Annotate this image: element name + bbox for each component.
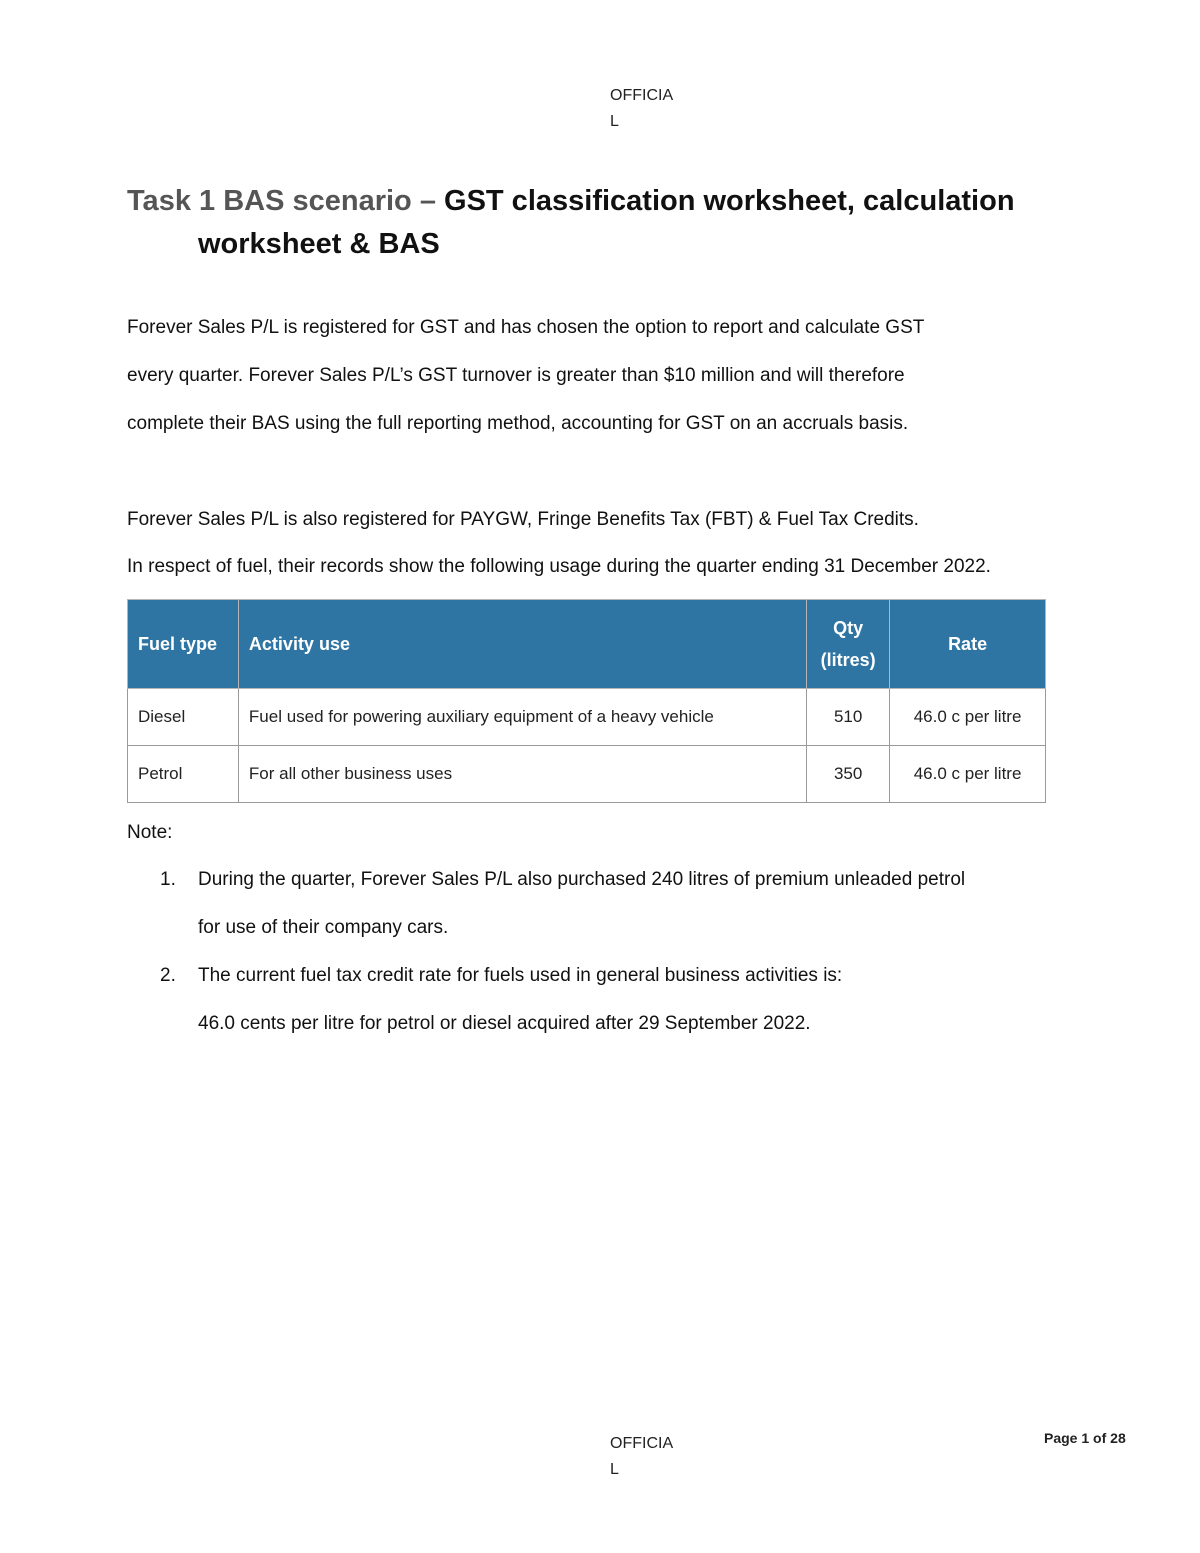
- footer-classification-line1: OFFICIA: [610, 1435, 674, 1452]
- page-total: 28: [1110, 1430, 1126, 1446]
- col-header-qty-line1: Qty: [833, 618, 864, 638]
- header-classification: [610, 83, 690, 135]
- col-header-qty: [807, 600, 890, 689]
- page-current: 1: [1081, 1430, 1090, 1446]
- note-label: Note:: [127, 822, 173, 843]
- fuel-intro-text: In respect of fuel, their records show the following usage during the quarter ending 31 December 2022.: [127, 556, 991, 577]
- cell-rate: 46.0 c per litre: [890, 746, 1046, 803]
- title-part2: GST classification worksheet, calculation: [444, 185, 1015, 217]
- table-header-row: [128, 600, 1046, 689]
- table-row: [128, 689, 1046, 746]
- cell-activity: Fuel used for powering auxiliary equipment of a heavy vehicle: [238, 689, 806, 746]
- note-line: During the quarter, Forever Sales P/L also purchased 240 litres of premium unleaded petrol: [198, 869, 966, 890]
- col-header-fuel-type: Fuel type: [128, 600, 239, 689]
- notes-list: [0, 856, 1150, 1048]
- note-number: 1.: [160, 869, 176, 890]
- registration-text: Forever Sales P/L is also registered for PAYGW, Fringe Benefits Tax (FBT) & Fuel Tax Credits.: [127, 509, 919, 530]
- cell-qty: 510: [807, 689, 890, 746]
- list-item: [0, 856, 1150, 952]
- cell-fuel-type: Diesel: [128, 689, 239, 746]
- fuel-usage-table: [127, 599, 1046, 803]
- intro-paragraph: [127, 304, 1127, 448]
- col-header-activity: Activity use: [238, 600, 806, 689]
- cell-fuel-type: Petrol: [128, 746, 239, 803]
- page-title: [127, 180, 1087, 266]
- note-line: 46.0 cents per litre for petrol or diesel acquired after 29 September 2022.: [198, 1013, 811, 1034]
- fuel-intro-paragraph: [127, 543, 1127, 591]
- col-header-rate: Rate: [890, 600, 1046, 689]
- page-of: of: [1093, 1430, 1107, 1446]
- intro-line: complete their BAS using the full reporting method, accounting for GST on an accruals basis.: [127, 413, 909, 434]
- title-part1: Task 1 BAS scenario –: [127, 185, 445, 217]
- registration-paragraph: [127, 496, 1127, 544]
- intro-line: Forever Sales P/L is registered for GST and has chosen the option to report and calculate GST: [127, 317, 925, 338]
- intro-line: every quarter. Forever Sales P/L’s GST turnover is greater than $10 million and will therefore: [127, 365, 905, 386]
- table-row: [128, 746, 1046, 803]
- title-line2: worksheet & BAS: [198, 228, 440, 260]
- list-item: [0, 952, 1150, 1048]
- header-classification-line2: L: [610, 113, 619, 130]
- footer-classification: [610, 1431, 690, 1483]
- page-label: Page: [1044, 1430, 1078, 1446]
- note-line: The current fuel tax credit rate for fuels used in general business activities is:: [198, 965, 843, 986]
- cell-qty: 350: [807, 746, 890, 803]
- note-number: 2.: [160, 965, 176, 986]
- col-header-qty-line2: (litres): [820, 650, 876, 670]
- note-line: for use of their company cars.: [198, 917, 449, 938]
- page-number: [1044, 1430, 1126, 1446]
- cell-rate: 46.0 c per litre: [890, 689, 1046, 746]
- cell-activity: For all other business uses: [238, 746, 806, 803]
- header-classification-line1: OFFICIA: [610, 87, 674, 104]
- footer-classification-line2: L: [610, 1461, 619, 1478]
